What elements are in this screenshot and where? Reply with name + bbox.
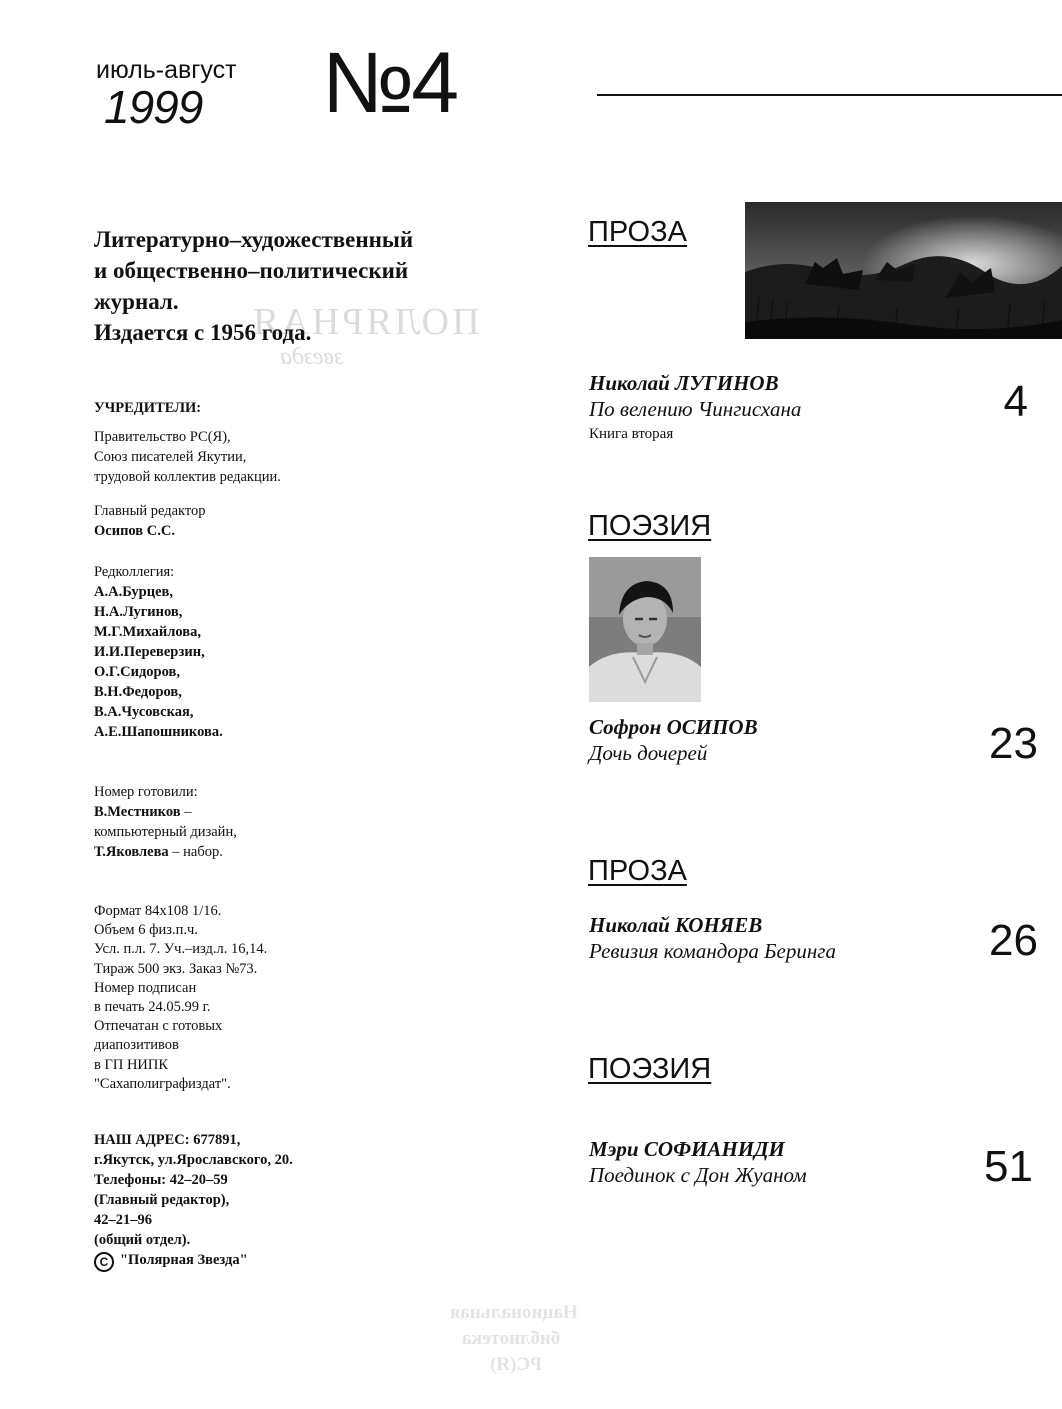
copyright-line [94,1250,293,1272]
copyright-icon: C [94,1252,114,1272]
issue-months: июль-август [96,56,237,84]
prepared-role: – набор. [168,844,223,860]
prepared-by-block [94,782,237,862]
address-line: (Главный редактор), [94,1192,230,1208]
address-line: НАШ АДРЕС: 677891, [94,1132,241,1148]
editor-name: Осипов С.С. [94,523,175,539]
prepared-person: Т.Яковлева [94,844,169,860]
imprint-line: "Сахаполиграфиздат". [94,1075,231,1092]
issue-number: №4 [322,35,457,131]
entry-author: Мэри СОФИАНИДИ [589,1137,785,1161]
address-line: 42–21–96 [94,1212,152,1228]
stamp-line: Национальная [450,1302,578,1323]
prepared-person: В.Местников [94,804,181,820]
imprint-line: Номер подписан [94,979,197,996]
board-member: А.Е.Шапошникова. [94,724,223,740]
editor-label: Главный редактор [94,503,206,519]
imprint-line: Усл. п.л. 7. Уч.–изд.л. 16,14. [94,941,268,958]
imprint-line: Формат 84х108 1/16. [94,903,222,919]
stamp-line: РС(Я) [490,1354,542,1375]
founder-line: трудовой коллектив редакции. [94,469,281,485]
editor-block [94,501,206,541]
entry-author: Николай ЛУГИНОВ [589,371,779,395]
illustration-graphic [745,202,1062,339]
board-member: В.Н.Федоров, [94,684,182,700]
prose-illustration [745,202,1062,339]
copyright-holder: "Полярная Звезда" [120,1252,248,1268]
section-label-prose: ПРОЗА [588,855,687,887]
entry-title: Дочь дочерей [589,741,708,765]
address-block [94,1130,293,1272]
section-label-poetry: ПОЭЗИЯ [588,1053,712,1085]
founders-heading: УЧРЕДИТЕЛИ: [94,400,202,416]
portrait-graphic [589,557,701,702]
author-portrait [589,557,701,702]
address-line: г.Якутск, ул.Ярославского, 20. [94,1152,293,1168]
header-rule [597,94,1062,96]
entry-author: Николай КОНЯЕВ [589,913,763,937]
journal-description-line: Издается с 1956 года. [94,320,312,345]
seal-subtext: звезда [280,344,344,370]
founder-line: Правительство РС(Я), [94,429,231,445]
entry-title: Поединок с Дон Жуаном [589,1163,807,1187]
imprint-line: диапозитивов [94,1037,179,1054]
founder-line: Союз писателей Якутии, [94,449,247,465]
journal-description [94,224,514,348]
prepared-role: компьютерный дизайн, [94,824,237,840]
board-member: В.А.Чусовская, [94,704,194,720]
board-member: И.И.Переверзин, [94,644,205,660]
editorial-board [94,562,223,742]
entry-page-number: 26 [989,916,1038,965]
section-label-poetry: ПОЭЗИЯ [588,510,712,542]
imprint-line: Тираж 500 экз. Заказ №73. [94,960,258,977]
board-member: Н.А.Лугинов, [94,604,183,620]
journal-description-line: и общественно–политический [94,258,409,283]
entry-page-number: 23 [989,719,1038,768]
entry-author: Софрон ОСИПОВ [589,715,758,739]
section-label-prose: ПРОЗА [588,216,687,248]
entry-subtitle: Книга вторая [589,426,674,442]
prepared-role-dash: – [180,804,192,820]
board-member: О.Г.Сидоров, [94,664,180,680]
imprint-line: в печать 24.05.99 г. [94,999,211,1016]
entry-page-number: 51 [984,1142,1033,1191]
imprint-line: Отпечатан с готовых [94,1018,223,1035]
imprint-line: Объем 6 физ.п.ч. [94,922,198,939]
address-line: (общий отдел). [94,1232,191,1248]
issue-year: 1999 [104,81,203,133]
board-member: М.Г.Михайлова, [94,624,201,640]
stamp-line: библиотека [462,1328,561,1349]
seal-text: ПОЛЯРНАЯ [250,301,480,343]
entry-title: По велению Чингисхана [589,397,802,421]
journal-description-line: журнал. [94,289,179,314]
board-member: А.А.Бурцев, [94,584,173,600]
journal-description-line: Литературно–художественный [94,227,414,252]
imprint-line: в ГП НИПК [94,1056,169,1073]
imprint-block [94,902,267,1094]
founders-block [94,398,281,487]
library-stamp [440,1296,630,1386]
entry-title: Ревизия командора Беринга [589,939,836,963]
board-label: Редколлегия: [94,564,175,580]
entry-page-number: 4 [1003,377,1028,426]
address-line: Телефоны: 42–20–59 [94,1172,228,1188]
prepared-label: Номер готовили: [94,784,198,800]
